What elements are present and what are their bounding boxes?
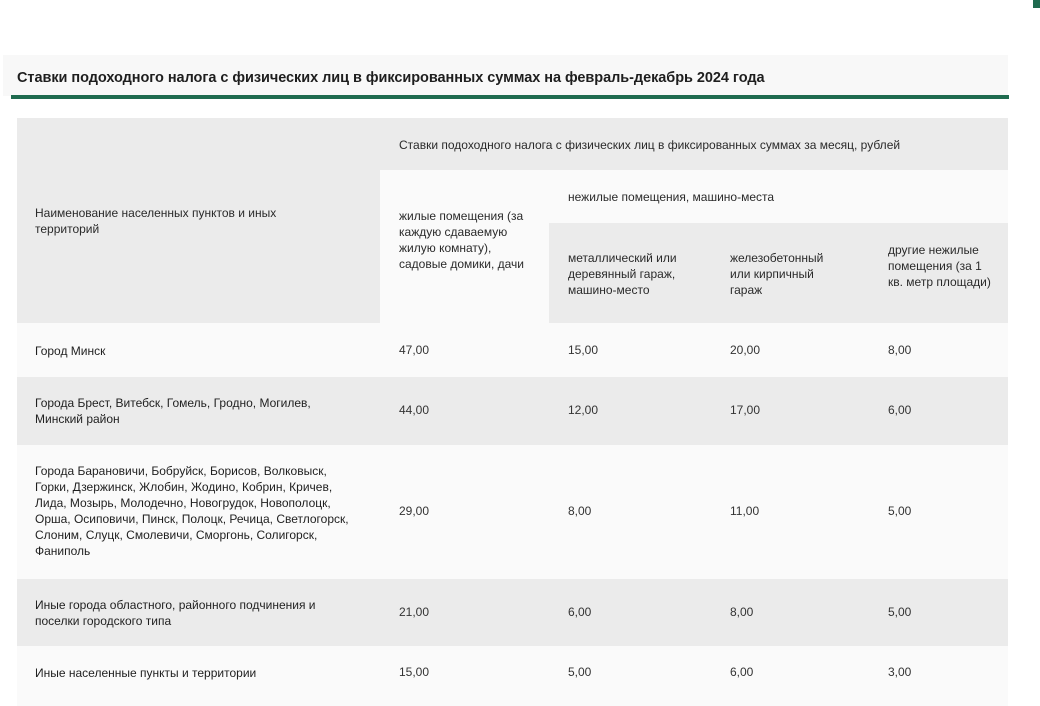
row-residential-rate: 47,00: [399, 343, 430, 357]
row-locality: Города Барановичи, Бобруйск, Борисов, Волковыск, Горки, Дзержинск, Жлобин, Жодино, Кобрин, Кричев, Лида, Мозырь, Молодечно, Новогрудок, Новополоцк, Орша, Осиповичи, Пинск, Полоцк, Речица, Светлогорск, Слоним, Слуцк, Смолевичи, Сморгонь, Солигорск, Фаниполь: [35, 464, 349, 558]
row-other-rate: 6,00: [888, 403, 912, 417]
table-row: [17, 323, 1008, 377]
row-metal-garage-rate: 15,00: [568, 343, 599, 357]
row-residential-rate: 44,00: [399, 403, 430, 417]
title-underline: [11, 95, 1009, 99]
header-metal-garage-label: металлический или деревянный гараж, машино-место: [568, 251, 677, 297]
row-residential-rate: 21,00: [399, 605, 430, 619]
row-other-rate: 5,00: [888, 504, 912, 518]
row-concrete-garage-rate: 11,00: [730, 504, 760, 518]
row-concrete-garage-rate: 17,00: [730, 403, 761, 417]
header-residential-label: жилые помещения (за каждую сдаваемую жилую комнату), садовые домики, дачи: [399, 209, 524, 271]
row-locality: Город Минск: [35, 344, 106, 358]
table-row: [17, 445, 1008, 579]
row-metal-garage-rate: 6,00: [568, 605, 592, 619]
header-other-nonresidential: [869, 223, 1008, 323]
header-other-nonresidential-label: другие нежилые помещения (за 1 кв. метр площади): [888, 243, 991, 289]
header-metal-garage: [549, 223, 711, 323]
table-row: [17, 377, 1008, 445]
row-concrete-garage-rate: 6,00: [730, 665, 754, 679]
table-row: [17, 646, 1008, 706]
row-metal-garage-rate: 5,00: [568, 665, 592, 679]
header-locality: [17, 118, 380, 323]
header-rates-group: [380, 118, 1008, 170]
table-row: [17, 579, 1008, 646]
corner-accent-mark: [1033, 0, 1040, 8]
row-locality: Иные города областного, районного подчинения и поселки городского типа: [35, 598, 316, 628]
row-locality: Иные населенные пункты и территории: [35, 666, 257, 680]
row-metal-garage-rate: 12,00: [568, 403, 599, 417]
row-other-rate: 3,00: [888, 665, 912, 679]
header-residential: [380, 170, 549, 323]
header-rates-group-label: Ставки подоходного налога с физических лиц в фиксированных суммах за месяц, рублей: [399, 138, 901, 152]
row-concrete-garage-rate: 8,00: [730, 605, 754, 619]
row-residential-rate: 15,00: [399, 665, 430, 679]
header-nonresidential-group: [549, 170, 1008, 223]
header-nonresidential-group-label: нежилые помещения, машино-места: [568, 190, 775, 204]
row-other-rate: 8,00: [888, 343, 912, 357]
row-other-rate: 5,00: [888, 605, 912, 619]
header-concrete-garage: [711, 223, 869, 323]
row-locality: Города Брест, Витебск, Гомель, Гродно, Могилев, Минский район: [35, 396, 311, 426]
page-title: Ставки подоходного налога с физических лиц в фиксированных суммах на февраль-декабрь 2024 года: [17, 70, 765, 86]
row-metal-garage-rate: 8,00: [568, 504, 592, 518]
row-concrete-garage-rate: 20,00: [730, 343, 761, 357]
header-concrete-garage-label: железобетонный или кирпичный гараж: [730, 251, 824, 297]
row-residential-rate: 29,00: [399, 504, 430, 518]
header-locality-label: Наименование населенных пунктов и иных территорий: [35, 206, 277, 236]
